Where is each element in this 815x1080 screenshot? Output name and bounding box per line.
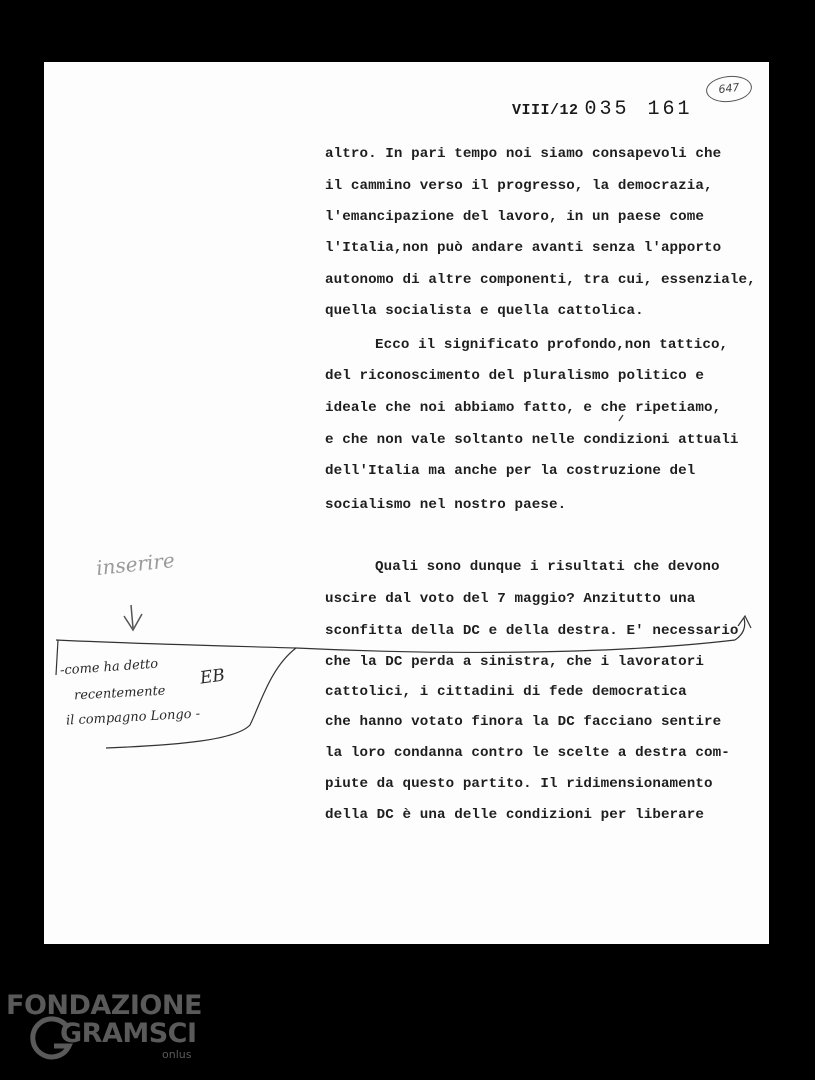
text-line: la loro condanna contro le scelte a destra com- xyxy=(325,745,730,761)
text-line: della DC è una delle condizioni per liberare xyxy=(325,807,705,823)
archive-reference: VIII/12 xyxy=(512,102,579,119)
text-line: l'Italia,non può andare avanti senza l'apporto xyxy=(325,240,722,256)
text-line: del riconoscimento del pluralismo politico e xyxy=(325,368,705,384)
margin-note-line: recentemente xyxy=(73,683,166,704)
text-line: il cammino verso il progresso, la democrazia, xyxy=(325,178,713,194)
fondazione-gramsci-logo xyxy=(0,990,210,1070)
text-line: piute da questo partito. Il ridimensionamento xyxy=(325,776,713,792)
initials-annotation: EB xyxy=(198,665,227,689)
insert-annotation: inserire xyxy=(94,547,176,581)
margin-note-line: -come ha detto xyxy=(59,656,159,679)
logo-line-2: GRAMSCI xyxy=(60,1018,197,1049)
text-line: e che non vale soltanto nelle condizioni attuali xyxy=(325,432,739,448)
text-line: Quali sono dunque i risultati che devono xyxy=(375,559,720,575)
text-line: cattolici, i cittadini di fede democratica xyxy=(325,684,687,700)
logo-line-1: FONDAZIONE xyxy=(6,990,202,1021)
text-line: uscire dal voto del 7 maggio? Anzitutto una xyxy=(325,591,696,607)
archive-stamp: 647 xyxy=(705,74,753,105)
text-line: che la DC perda a sinistra, che i lavoratori xyxy=(325,654,705,670)
text-line: quella socialista e quella cattolica. xyxy=(325,303,644,319)
text-line: che hanno votato finora la DC facciano sentire xyxy=(325,714,722,730)
text-line: sconfitta della DC e della destra. E' necessario xyxy=(325,623,739,639)
page-number-2: 161 xyxy=(647,98,693,121)
logo-line-3: onlus xyxy=(162,1048,192,1061)
text-line: altro. In pari tempo noi siamo consapevoli che xyxy=(325,146,722,162)
text-line: l'emancipazione del lavoro, in un paese come xyxy=(325,209,705,225)
page-number-1: 035 xyxy=(584,98,630,121)
document-header xyxy=(512,98,693,121)
text-line: ideale che noi abbiamo fatto, e che ripetiamo, xyxy=(325,400,722,416)
text-line: autonomo di altre componenti, tra cui, essenziale, xyxy=(325,272,756,288)
margin-note-line: il compagno Longo - xyxy=(65,706,201,729)
text-line: dell'Italia ma anche per la costruzione del xyxy=(325,463,696,479)
text-line: Ecco il significato profondo,non tattico, xyxy=(375,337,729,353)
text-line: socialismo nel nostro paese. xyxy=(325,497,567,513)
